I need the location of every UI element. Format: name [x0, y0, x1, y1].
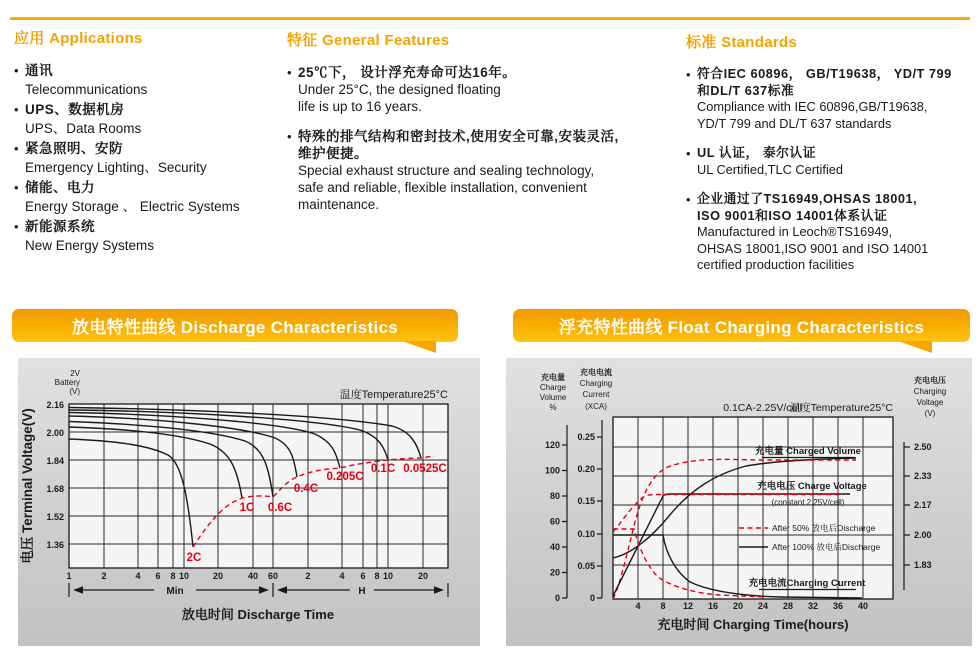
svg-text:2.16: 2.16 [46, 400, 64, 410]
svg-text:2: 2 [101, 571, 107, 581]
temperature-note: 温度Temperature25°C [339, 389, 448, 401]
bullet: • [14, 63, 19, 78]
svg-text:2.50: 2.50 [914, 442, 932, 452]
list-item [686, 191, 978, 274]
item-cn: UPS、数据机房 [25, 102, 125, 117]
bullet: • [686, 67, 691, 82]
rate-label: 2C [186, 552, 202, 564]
item-line: ISO 9001和ISO 14001体系认证 [697, 207, 888, 223]
svg-text:0.20: 0.20 [577, 464, 595, 474]
legend-entry: After 100% 放电后Discharge [772, 542, 881, 552]
top-rule [10, 17, 970, 20]
item-cn: 新能源系统 [25, 219, 95, 234]
item-en: Emergency Lighting、Security [25, 159, 207, 175]
item-line: 25℃下， 设计浮充寿命可达16年。 [298, 65, 517, 80]
svg-text:充电电流: 充电电流 [580, 368, 612, 377]
item-line: 特殊的排气结构和密封技术,使用安全可靠,安装灵活, [298, 129, 619, 144]
item-line: YD/T 799 and DL/T 637 standards [697, 115, 892, 131]
unit-min-label: Min [166, 586, 184, 597]
list-item [14, 140, 280, 177]
svg-text:(V): (V) [69, 387, 80, 396]
bullet: • [14, 141, 19, 156]
svg-text:0.25: 0.25 [577, 432, 595, 442]
svg-text:2.17: 2.17 [914, 500, 932, 510]
svg-text:80: 80 [549, 491, 560, 501]
discharge-x-axis-label: 放电时间 Discharge Time [181, 607, 335, 622]
bullet: • [686, 192, 691, 207]
charged-volume-label: 充电量 Charged Volume [755, 446, 861, 457]
svg-text:1.52: 1.52 [46, 512, 64, 522]
list-item [14, 218, 280, 255]
svg-text:Charging: Charging [913, 387, 947, 396]
svg-text:2.33: 2.33 [914, 471, 932, 481]
plot-area [69, 404, 448, 568]
bullet: • [14, 180, 19, 195]
bullet: • [686, 146, 691, 161]
svg-text:40: 40 [857, 601, 869, 611]
svg-text:充电电压: 充电电压 [914, 376, 946, 385]
applications-section [14, 27, 280, 257]
discharge-banner-label: 放电特性曲线 Discharge Characteristics [71, 318, 399, 337]
item-line: Special exhaust structure and sealing technology, [298, 163, 595, 178]
item-line: 和DL/T 637标准 [697, 82, 795, 98]
bullet: • [287, 65, 292, 80]
bullet: • [287, 129, 292, 144]
item-cn: 紧急照明、安防 [25, 141, 123, 156]
discharge-panel [18, 358, 480, 646]
svg-text:2.00: 2.00 [46, 428, 64, 438]
rate-label: 0.1C [370, 463, 396, 475]
applications-title: 应用 Applications [14, 30, 143, 47]
svg-text:2: 2 [305, 571, 311, 581]
svg-text:12: 12 [682, 601, 694, 611]
discharge-chart [18, 358, 480, 646]
rate-label: 0.6C [267, 502, 293, 514]
rate-label: 1C [239, 502, 255, 514]
svg-text:1.83: 1.83 [914, 560, 932, 570]
charge-volume-axis [540, 372, 567, 603]
svg-text:Charging: Charging [579, 379, 613, 388]
svg-text:0.05: 0.05 [577, 561, 595, 571]
float-x-ticks [635, 601, 868, 611]
list-item [686, 145, 978, 178]
list-item [14, 62, 280, 99]
item-line: 维护便捷。 [298, 146, 368, 161]
svg-text:120: 120 [544, 440, 560, 450]
bullet: • [14, 102, 19, 117]
svg-text:40: 40 [549, 542, 560, 552]
bullet: • [14, 219, 19, 234]
svg-text:6: 6 [155, 571, 161, 581]
svg-text:(XCA): (XCA) [585, 402, 607, 411]
item-line: Compliance with IEC 60896,GB/T19638, [697, 99, 928, 114]
svg-text:Current: Current [582, 390, 610, 399]
item-line: safe and reliable, flexible installation, convenient [298, 180, 587, 195]
charge-voltage-sub-label: (constant 2.25V/cell) [771, 498, 845, 507]
charging-current-label: 充电电流Charging Current [748, 578, 866, 589]
svg-text:4: 4 [339, 571, 345, 581]
svg-text:20: 20 [417, 571, 429, 581]
svg-text:充电量: 充电量 [541, 373, 565, 382]
svg-text:1: 1 [66, 571, 72, 581]
svg-text:2.00: 2.00 [914, 530, 932, 540]
svg-text:%: % [549, 403, 557, 412]
discharge-banner [12, 309, 458, 342]
rate-label: 0.0525C [403, 463, 447, 475]
charging-current-axis [577, 367, 612, 603]
svg-text:24: 24 [757, 601, 769, 611]
item-line: Manufactured in Leoch®TS16949, [697, 224, 893, 239]
item-line: certified production facilities [697, 257, 855, 272]
svg-text:1.68: 1.68 [46, 484, 64, 494]
battery-unit-note [55, 369, 81, 396]
svg-text:32: 32 [807, 601, 819, 611]
discharge-y-axis-label: 电压 Terminal Voltage(V) [20, 408, 35, 564]
item-cn: 储能、电力 [25, 180, 95, 195]
item-line: 企业通过了TS16949,OHSAS 18001, [697, 191, 918, 206]
float-charging-banner [513, 309, 970, 342]
svg-text:Voltage: Voltage [916, 398, 944, 407]
rate-label: 0.205C [326, 471, 364, 483]
float-charging-panel [506, 358, 972, 646]
svg-text:(V): (V) [924, 409, 936, 418]
charge-voltage-label: 充电电压 Charge Voltage [757, 481, 867, 492]
svg-text:0.15: 0.15 [577, 496, 595, 506]
svg-text:60: 60 [267, 571, 279, 581]
svg-text:28: 28 [782, 601, 794, 611]
svg-text:Volume: Volume [539, 393, 567, 402]
item-cn: 通讯 [25, 63, 53, 78]
item-en: Telecommunications [25, 81, 148, 97]
svg-text:20: 20 [732, 601, 744, 611]
item-line: maintenance. [298, 197, 380, 212]
banner-tail [402, 341, 436, 353]
standards-title: 标准 Standards [686, 34, 798, 51]
item-line: 符合IEC 60896， GB/T19638， YD/T 799 [697, 66, 952, 81]
item-line: UL Certified,TLC Certified [697, 161, 844, 177]
svg-text:2V: 2V [70, 369, 80, 378]
banner-tail [898, 341, 932, 353]
time-unit-arrows [69, 583, 448, 597]
item-en: UPS、Data Rooms [25, 120, 142, 136]
svg-text:4: 4 [635, 601, 641, 611]
float-banner-label: 浮充特性曲线 Float Charging Characteristics [558, 318, 925, 337]
svg-text:0: 0 [589, 593, 595, 603]
svg-text:0.10: 0.10 [577, 529, 595, 539]
svg-text:20: 20 [549, 567, 560, 578]
standards-section [686, 31, 978, 287]
svg-text:10: 10 [382, 571, 394, 581]
float-charging-chart [506, 358, 972, 646]
svg-text:8: 8 [660, 601, 666, 611]
item-en: New Energy Systems [25, 237, 155, 253]
item-line: Under 25°C, the designed floating [298, 82, 501, 97]
item-en: Energy Storage 、 Electric Systems [25, 198, 240, 214]
list-item [686, 66, 978, 132]
list-item [14, 179, 280, 216]
list-item [14, 101, 280, 138]
svg-text:20: 20 [212, 571, 224, 581]
charging-voltage-axis [904, 375, 946, 590]
svg-text:10: 10 [178, 571, 190, 581]
svg-text:100: 100 [544, 465, 560, 476]
svg-text:0: 0 [554, 593, 560, 603]
charge-condition-note: 0.1CA-2.25V/cell [723, 402, 802, 414]
unit-h-label: H [358, 586, 366, 597]
svg-text:8: 8 [170, 571, 176, 581]
item-line: OHSAS 18001,ISO 9001 and ISO 14001 [697, 240, 929, 256]
features-section [287, 29, 649, 226]
legend-entry: After 50% 放电后Discharge [772, 523, 876, 533]
svg-text:16: 16 [707, 601, 719, 611]
rate-label: 0.4C [293, 483, 319, 495]
item-line: life is up to 16 years. [298, 99, 422, 114]
temperature-note: 温度Temperature25°C [789, 402, 893, 414]
plot-area [613, 417, 893, 599]
item-line: UL 认证， 泰尔认证 [697, 145, 817, 160]
list-item [287, 128, 649, 213]
svg-text:8: 8 [374, 571, 380, 581]
svg-text:Battery: Battery [54, 378, 80, 387]
features-title: 特征 General Features [287, 32, 450, 49]
svg-text:Charge: Charge [539, 383, 567, 392]
svg-text:1.36: 1.36 [46, 540, 64, 550]
discharge-y-ticks [46, 400, 64, 550]
svg-text:36: 36 [832, 601, 844, 611]
float-x-axis-label: 充电时间 Charging Time(hours) [657, 617, 849, 632]
list-item [287, 64, 649, 115]
svg-text:1.84: 1.84 [46, 456, 64, 466]
svg-text:4: 4 [135, 571, 141, 581]
svg-text:6: 6 [360, 571, 366, 581]
svg-text:40: 40 [247, 571, 259, 581]
discharge-x-ticks [66, 571, 428, 581]
svg-text:60: 60 [549, 516, 560, 527]
